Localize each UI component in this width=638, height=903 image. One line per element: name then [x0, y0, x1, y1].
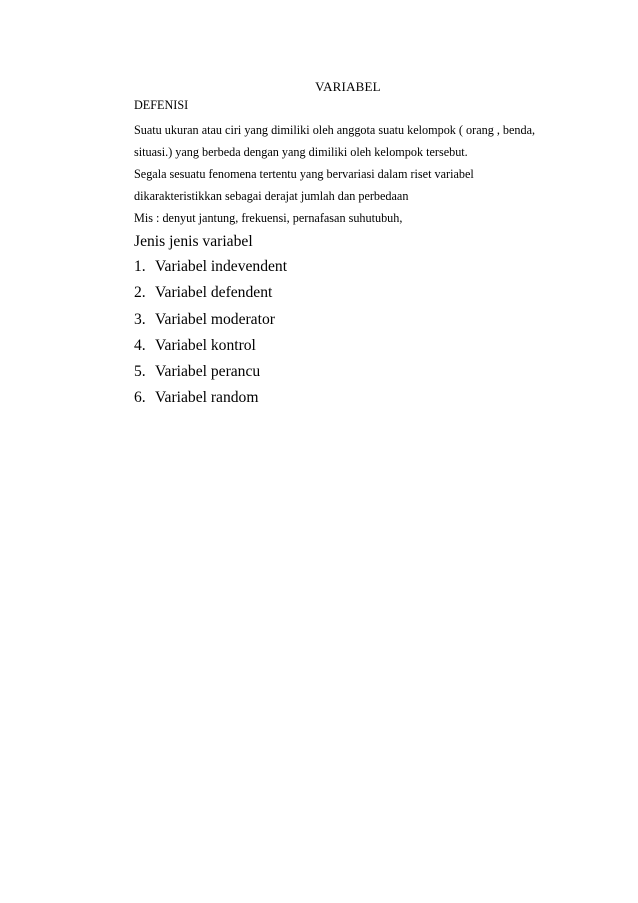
- section-heading: DEFENISI: [134, 98, 189, 112]
- definition-line-2: situasi.) yang berbeda dengan yang dimiliki oleh kelompok tersebut.: [134, 145, 468, 159]
- list-item-label: Variabel indevendent: [155, 258, 288, 275]
- list-item-number: 5.: [134, 363, 146, 381]
- list-item-number: 6.: [134, 389, 146, 407]
- types-heading: Jenis jenis variabel: [134, 233, 253, 250]
- list-item: [134, 254, 287, 280]
- list-item: [134, 280, 287, 306]
- list-item: [134, 385, 287, 411]
- example-line: Mis : denyut jantung, frekuensi, pernafasan suhutubuh,: [134, 211, 403, 225]
- list-item-number: 4.: [134, 336, 146, 354]
- definition-line-4: dikarakteristikkan sebagai derajat jumlah dan perbedaan: [134, 189, 409, 203]
- list-item-label: Variabel random: [155, 389, 259, 407]
- list-item-number: 2.: [134, 284, 146, 302]
- document-title: VARIABEL: [315, 79, 381, 94]
- definition-line-1: Suatu ukuran atau ciri yang dimiliki oleh anggota suatu kelompok ( orang , benda,: [134, 123, 536, 137]
- list-item-number: 3.: [134, 310, 146, 328]
- variable-types-list: [134, 254, 287, 412]
- list-item: [134, 359, 287, 385]
- list-item-label: Variabel kontrol: [155, 336, 256, 354]
- list-item-label: Variabel defendent: [155, 284, 273, 302]
- list-item: [134, 333, 287, 359]
- list-item-label: Variabel moderator: [155, 310, 275, 328]
- definition-line-3: Segala sesuatu fenomena tertentu yang bervariasi dalam riset variabel: [134, 167, 474, 181]
- list-item-label: Variabel perancu: [155, 363, 261, 381]
- list-item: [134, 307, 287, 333]
- list-item-number: 1.: [134, 258, 146, 275]
